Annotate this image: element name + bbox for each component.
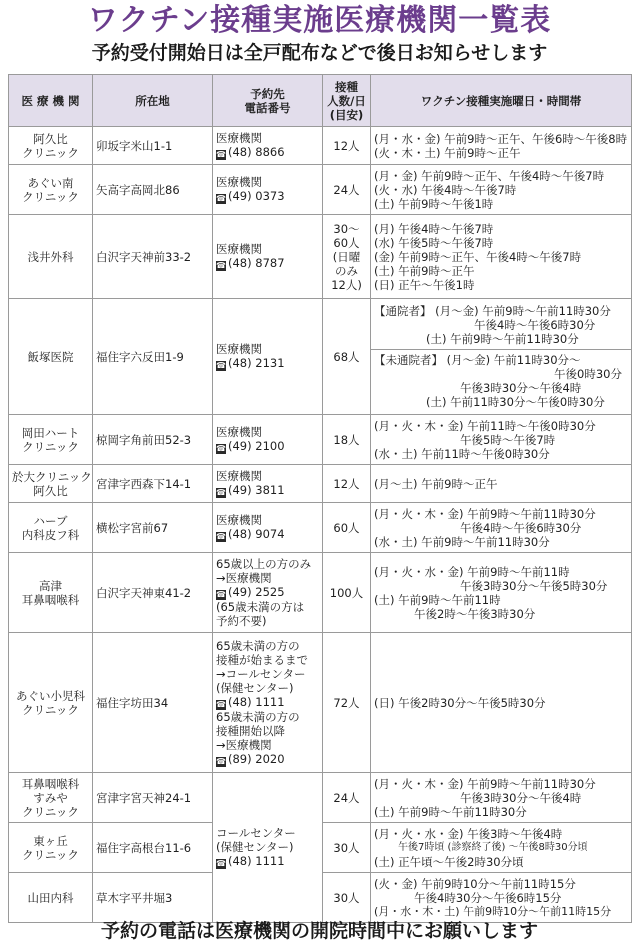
phone-number: (49) 2525 <box>228 585 285 599</box>
page-subtitle: 予約受付開始日は全戸配布などで後日お知らせします <box>91 42 548 64</box>
reservation-contact: 医療機関 ☎ (49) 2100 <box>213 415 323 465</box>
daily-count: 24人 <box>323 773 371 823</box>
phone-icon: ☎ <box>216 261 226 270</box>
header-address: 所在地 <box>93 75 213 127</box>
table-header-row <box>9 75 632 127</box>
page-title: ワクチン接種実施医療機関一覧表 <box>87 3 552 38</box>
phone-number: (48) 8866 <box>228 145 285 159</box>
clinic-name: 高津 耳鼻咽喉科 <box>9 553 93 633</box>
table-row <box>9 503 632 553</box>
clinic-address: 矢高字高岡北86 <box>93 165 213 215</box>
clinic-address: 福住字坊田34 <box>93 633 213 773</box>
reservation-contact: 65歳以上の方のみ →医療機関 ☎ (49) 2525 (65歳未満の方は 予約不要) <box>213 553 323 633</box>
schedule: (日) 午後2時30分～午後5時30分 <box>371 633 632 773</box>
table-row <box>9 773 632 823</box>
phone-icon: ☎ <box>216 444 226 453</box>
clinic-address: 草木字平井堀3 <box>93 873 213 923</box>
schedule: (月・火・水・金) 午後3時～午後4時 午後7時頃 (診察終了後) ～午後8時30分頃 (土) 正午頃～午後2時30分頃 <box>371 823 632 873</box>
clinic-address: 宮津字西森下14-1 <box>93 465 213 503</box>
header-reservation: 予約先 電話番号 <box>213 75 323 127</box>
schedule: (月) 午後4時～午後7時 (水) 午後5時～午後7時 (金) 午前9時～正午、午後4時～午後7時 (土) 午前9時～正午 (日) 正午～午後1時 <box>371 215 632 299</box>
table-row <box>9 553 632 633</box>
schedule: (月・火・水・金) 午前9時～午前11時 午後3時30分～午後5時30分 (土) 午前9時～午前11時 午後2時～午後3時30分 <box>371 553 632 633</box>
daily-count: 30～ 60人 (日曜 のみ 12人) <box>323 215 371 299</box>
clinic-address: 白沢字天神東41-2 <box>93 553 213 633</box>
phone-icon: ☎ <box>216 194 226 203</box>
schedule: (月・火・木・金) 午前9時～午前11時30分 午後3時30分～午後4時 (土) 午前9時～午前11時30分 <box>371 773 632 823</box>
daily-count: 72人 <box>323 633 371 773</box>
daily-count: 60人 <box>323 503 371 553</box>
table-row <box>9 465 632 503</box>
table-row <box>9 215 632 299</box>
reservation-contact: 医療機関 ☎ (49) 3811 <box>213 465 323 503</box>
table-row <box>9 299 632 415</box>
header-schedule: ワクチン接種実施曜日・時間帯 <box>371 75 632 127</box>
phone-icon: ☎ <box>216 756 226 766</box>
reservation-contact: 医療機関 ☎ (48) 8866 <box>213 127 323 165</box>
clinic-address: 福住字六反田1-9 <box>93 299 213 415</box>
phone-number: (48) 8787 <box>228 256 285 270</box>
footer-note: 予約の電話は医療機関の開院時間中にお願いします <box>100 920 538 942</box>
header-clinic: 医 療 機 関 <box>9 75 93 127</box>
daily-count: 68人 <box>323 299 371 415</box>
divider <box>371 349 632 350</box>
phone-number: (49) 3811 <box>228 483 285 497</box>
daily-count: 30人 <box>323 873 371 923</box>
phone-icon: ☎ <box>216 488 226 497</box>
schedule: 【通院者】 (月～金) 午前9時～午前11時30分 午後4時～午後6時30分 (土) 午前9時～午前11時30分 【未通院者】 (月～金) 午前11時30分～ 午後0時30分 午後3時30分～午後4時 (土) 午前11時30分～午後0時30分 <box>371 299 632 415</box>
clinic-table <box>8 74 632 923</box>
clinic-name: 於大クリニック 阿久比 <box>9 465 93 503</box>
reservation-contact: 医療機関 ☎ (48) 9074 <box>213 503 323 553</box>
clinic-address: 福住字高根台11-6 <box>93 823 213 873</box>
schedule: (月・火・木・金) 午前9時～午前11時30分 午後4時～午後6時30分 (水・土) 午前9時～午前11時30分 <box>371 503 632 553</box>
clinic-name: あぐい南 クリニック <box>9 165 93 215</box>
phone-number: (48) 1111 <box>228 694 285 709</box>
phone-icon: ☎ <box>216 590 226 599</box>
clinic-name: 東ヶ丘 クリニック <box>9 823 93 873</box>
clinic-address: 宮津字宮天神24-1 <box>93 773 213 823</box>
clinic-name: 浅井外科 <box>9 215 93 299</box>
schedule: (月・金) 午前9時～正午、午後4時～午後7時 (火・水) 午後4時～午後7時 (土) 午前9時～午後1時 <box>371 165 632 215</box>
daily-count: 18人 <box>323 415 371 465</box>
phone-number: (48) 1111 <box>228 854 285 868</box>
schedule: (月・火・木・金) 午前11時～午後0時30分 午後5時～午後7時 (水・土) 午前11時～午後0時30分 <box>371 415 632 465</box>
phone-icon: ☎ <box>216 361 226 370</box>
reservation-contact: 医療機関 ☎ (48) 2131 <box>213 299 323 415</box>
phone-number: (49) 0373 <box>228 189 285 203</box>
phone-icon: ☎ <box>216 699 226 709</box>
reservation-contact: 65歳未満の方の 接種が始まるまで →コールセンター (保健センター) ☎ (48) 1111 65歳未満の方の 接種開始以降 →医療機関 ☎ (89) 2020 <box>213 633 323 773</box>
phone-number: (48) 2131 <box>228 356 285 370</box>
schedule: (火・金) 午前9時10分～午前11時15分 午後4時30分～午後6時15分 (月・水・木・土) 午前9時10分～午前11時15分 <box>371 873 632 923</box>
schedule: (月・水・金) 午前9時～正午、午後6時～午後8時 (火・木・土) 午前9時～正午 <box>371 127 632 165</box>
schedule: (月～土) 午前9時～正午 <box>371 465 632 503</box>
clinic-name: 耳鼻咽喉科 すみや クリニック <box>9 773 93 823</box>
table-row <box>9 127 632 165</box>
reservation-contact: コールセンター (保健センター) ☎ (48) 1111 <box>213 773 323 923</box>
clinic-address: 白沢字天神前33-2 <box>93 215 213 299</box>
daily-count: 12人 <box>323 127 371 165</box>
table-row <box>9 165 632 215</box>
clinic-name: 山田内科 <box>9 873 93 923</box>
clinic-name: あぐい小児科 クリニック <box>9 633 93 773</box>
clinic-name: 岡田ハート クリニック <box>9 415 93 465</box>
table-row <box>9 415 632 465</box>
clinic-address: 横松字宮前67 <box>93 503 213 553</box>
table-row <box>9 633 632 773</box>
daily-count: 12人 <box>323 465 371 503</box>
phone-icon: ☎ <box>216 859 226 868</box>
clinic-name: 飯塚医院 <box>9 299 93 415</box>
phone-icon: ☎ <box>216 532 226 541</box>
phone-number: (49) 2100 <box>228 439 285 453</box>
reservation-contact: 医療機関 ☎ (48) 8787 <box>213 215 323 299</box>
phone-number: (89) 2020 <box>228 751 285 766</box>
clinic-address: 卯坂字米山1-1 <box>93 127 213 165</box>
reservation-contact: 医療機関 ☎ (49) 0373 <box>213 165 323 215</box>
phone-icon: ☎ <box>216 150 226 159</box>
daily-count: 100人 <box>323 553 371 633</box>
daily-count: 24人 <box>323 165 371 215</box>
clinic-address: 椋岡字角前田52-3 <box>93 415 213 465</box>
daily-count: 30人 <box>323 823 371 873</box>
header-count: 接種 人数/日 (目安) <box>323 75 371 127</box>
clinic-name: ハーブ 内科皮フ科 <box>9 503 93 553</box>
phone-number: (48) 9074 <box>228 527 285 541</box>
clinic-name: 阿久比 クリニック <box>9 127 93 165</box>
